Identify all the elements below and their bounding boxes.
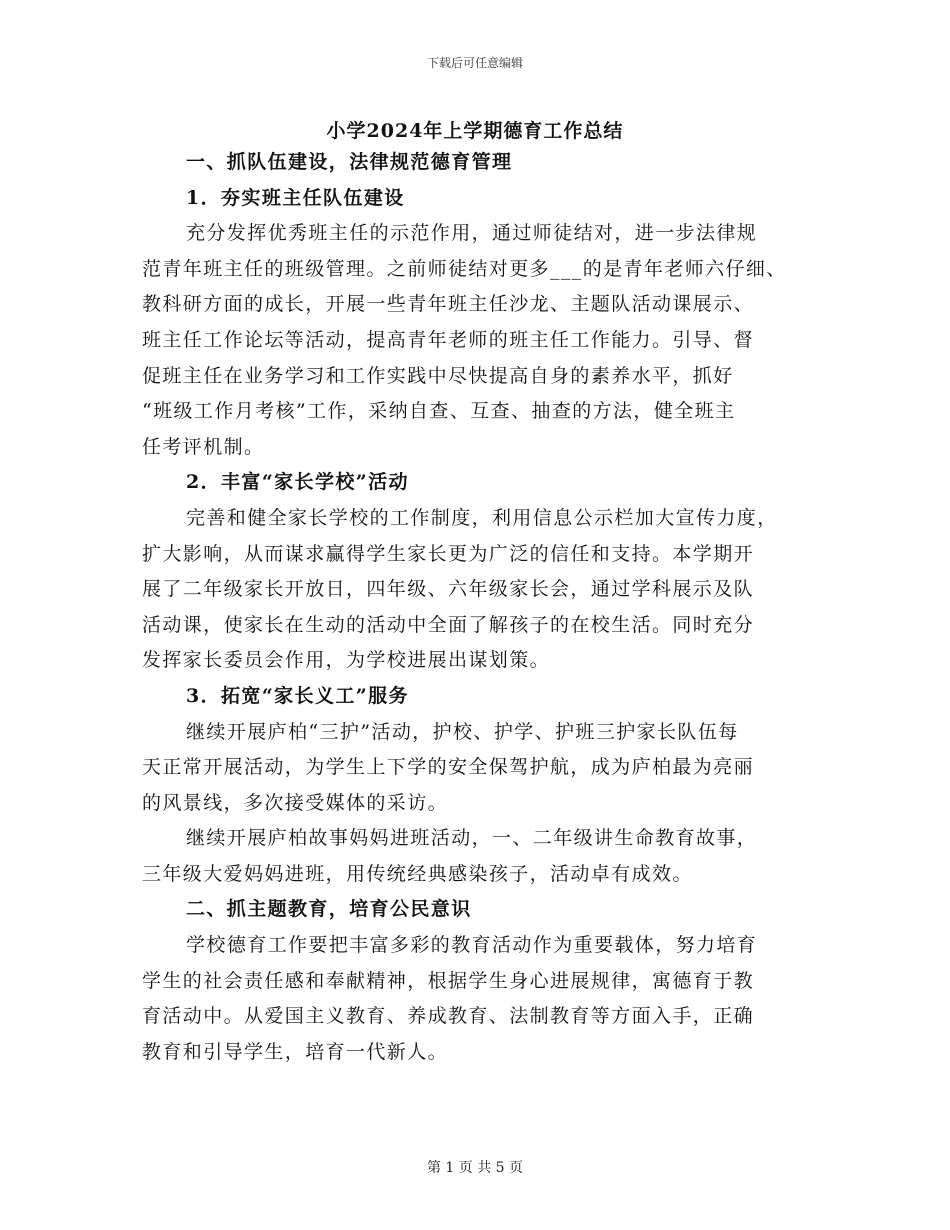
section-heading: 一、抓队伍建设，法律规范德育管理 <box>186 151 513 173</box>
document-title: 小学2024年上学期德育工作总结 <box>326 120 624 142</box>
document-body <box>142 145 832 1070</box>
paragraph-line: 范青年班主任的班级管理。之前师徒结对更多___的是青年老师六仔细、 <box>142 257 787 280</box>
page-number: 第 1 页 共 5 页 <box>426 1160 524 1176</box>
subsection-heading: 1．夯实班主任队伍建设 <box>186 186 405 209</box>
subsection-heading: 3．拓宽“家长义工”服务 <box>186 684 409 707</box>
paragraph-line: 充分发挥优秀班主任的示范作用，通过师徒结对，进一步法律规 <box>186 222 758 245</box>
paragraph-line: 教育和引导学生，培育一代新人。 <box>142 1040 449 1063</box>
paragraph-line: 育活动中。从爱国主义教育、养成教育、法制教育等方面入手，正确 <box>142 1005 755 1028</box>
paragraph-line: “班级工作月考核”工作，采纳自查、互查、抽查的方法，健全班主 <box>142 400 736 423</box>
paragraph-line: 班主任工作论坛等活动，提高青年老师的班主任工作能力。引导、督 <box>142 328 755 351</box>
paragraph-line: 展了二年级家长开放日，四年级、六年级家长会，通过学科展示及队 <box>142 578 755 601</box>
paragraph-line: 发挥家长委员会作用，为学校进展出谋划策。 <box>142 649 551 672</box>
paragraph-line: 继续开展庐柏故事妈妈进班活动，一、二年级讲生命教育故事， <box>186 827 758 850</box>
section-heading: 二、抓主题教育，培育公民意识 <box>186 898 472 921</box>
paragraph-line: 天正常开展活动，为学生上下学的安全保驾护航，成为庐柏最为亮丽 <box>142 756 755 779</box>
paragraph-line: 活动课，使家长在生动的活动中全面了解孩子的在校生活。同时充分 <box>142 613 755 636</box>
paragraph-line: 扩大影响，从而谋求赢得学生家长更为广泛的信任和支持。本学期开 <box>142 542 755 565</box>
paragraph-line: 教科研方面的成长，开展一些青年班主任沙龙、主题队活动课展示、 <box>142 293 755 316</box>
paragraph-line: 促班主任在业务学习和工作实践中尽快提高自身的素养水平，抓好 <box>142 364 734 387</box>
paragraph-line: 任考评机制。 <box>142 435 265 458</box>
paragraph-line: 的风景线，多次接受媒体的采访。 <box>142 791 449 814</box>
header-note: 下载后可任意编辑 <box>426 56 523 70</box>
paragraph-line: 完善和健全家长学校的工作制度，利用信息公示栏加大宣传力度， <box>186 506 778 529</box>
paragraph-line: 三年级大爱妈妈进班，用传统经典感染孩子，活动卓有成效。 <box>142 862 693 885</box>
subsection-heading: 2．丰富“家长学校”活动 <box>186 471 409 494</box>
paragraph-line: 继续开展庐柏“三护”活动，护校、护学、护班三护家长队伍每 <box>186 720 739 743</box>
paragraph-line: 学生的社会责任感和奉献精神，根据学生身心进展规律，寓德育于教 <box>142 969 755 992</box>
paragraph-line: 学校德育工作要把丰富多彩的教育活动作为重要载体，努力培育 <box>186 934 758 957</box>
